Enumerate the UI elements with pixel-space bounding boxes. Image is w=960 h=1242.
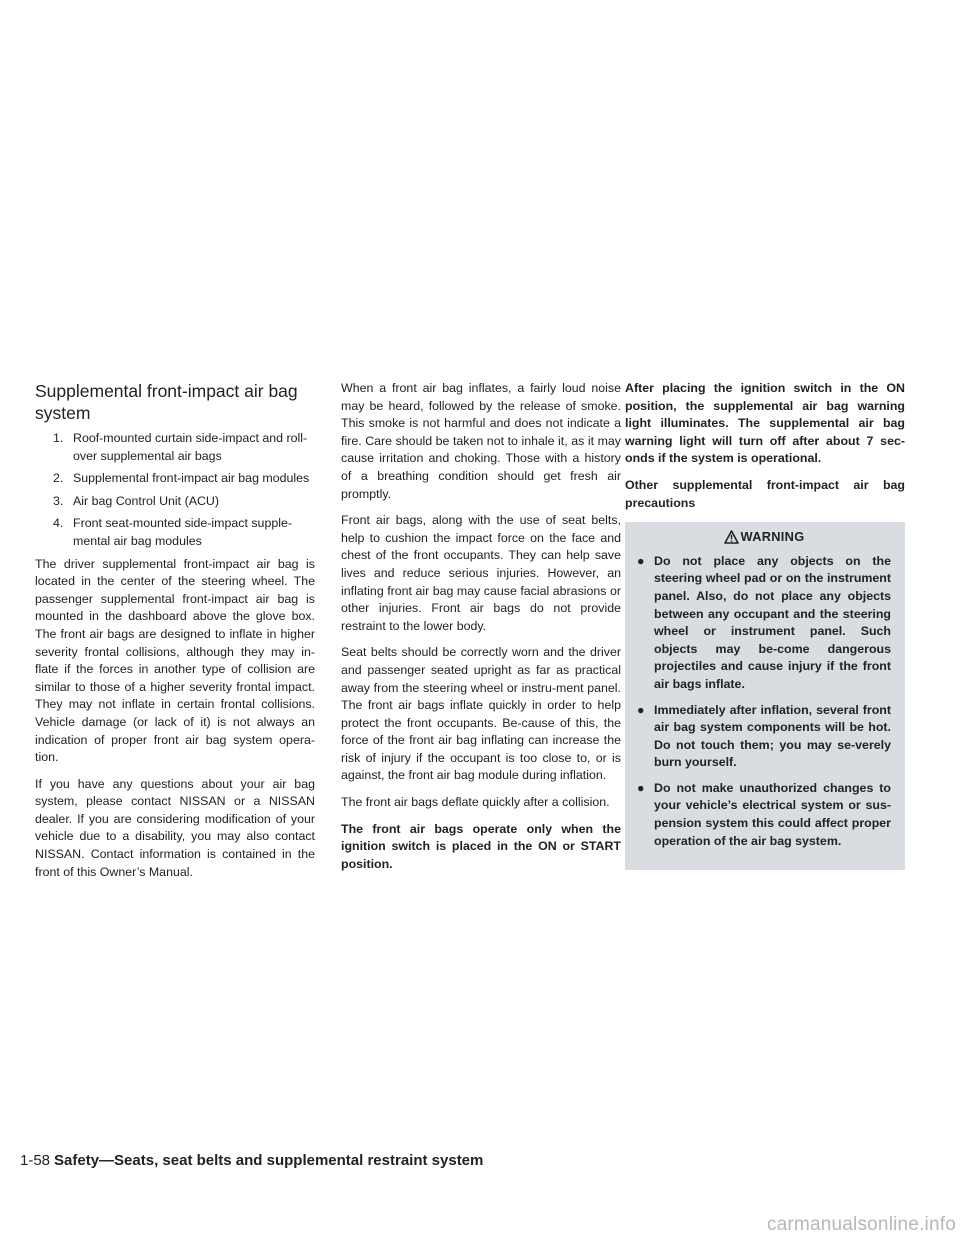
bold-paragraph: The front air bags operate only when the ignition switch is placed in the ON or START position.	[341, 821, 621, 871]
bold-paragraph: After placing the ignition switch in the ON position, the supplemental air bag warning light illuminates. The supplemental air bag warning light will turn off after about 7 sec-onds if the system is operational.	[625, 381, 905, 466]
column-3	[625, 380, 905, 870]
page-footer	[20, 1152, 483, 1169]
list-item: 2. Supplemental front-impact air bag modules	[53, 471, 310, 486]
paragraph: Front air bags, along with the use of seat belts, help to cushion the impact force on the face and chest of the front occupants. They can help save lives and reduce serious injuries. However, an inflating front air bag may cause facial abrasions or other injuries. Front air bags do not provide restraint to the lower body.	[341, 513, 621, 633]
warning-item: ● Do not place any objects on the steering wheel pad or on the instrument panel. Also, do not place any objects between any occupant and the steering wheel or instrument panel. Such objects may be-come dangerous projectiles and cause injury if the front air bags inflate.	[637, 553, 891, 691]
list-item: 4. Front seat-mounted side-impact supple-mental air bag modules	[53, 516, 293, 548]
warning-triangle-icon	[724, 530, 739, 544]
numbered-list	[35, 430, 315, 551]
watermark: carmanualsonline.info	[766, 1214, 956, 1235]
bullet-icon: ●	[637, 780, 645, 795]
column-2	[341, 380, 621, 882]
list-item: 1. Roof-mounted curtain side-impact and roll-over supplemental air bags	[53, 431, 308, 463]
warning-item: ● Immediately after inflation, several front air bag system components will be hot. Do not touch them; you may se-verely burn yourself.	[637, 702, 891, 770]
warning-item: ● Do not make unauthorized changes to your vehicle’s electrical system or sus-pension system this could affect proper operation of the air bag system.	[637, 780, 891, 848]
bullet-icon: ●	[637, 702, 645, 717]
section-heading: Supplemental front-impact air bag system	[35, 381, 298, 423]
warning-title: WARNING	[637, 528, 891, 546]
warning-box	[625, 522, 905, 870]
paragraph: Seat belts should be correctly worn and the driver and passenger seated upright as far as practical away from the steering wheel or instru-ment panel. The front air bags inflate quickly in order to help protect the front occupants. Be-cause of this, the force of the front air bag inflating can increase the risk of injury if the occupant is too close to, or is against, the front air bag module during inflation.	[341, 645, 621, 783]
list-item: 3. Air bag Control Unit (ACU)	[53, 493, 219, 508]
bullet-icon: ●	[637, 553, 645, 568]
paragraph: If you have any questions about your air bag system, please contact NISSAN or a NISSAN dealer. If you are considering modification of your vehicle due to a disability, you may also contact NISSAN. Contact information is contained in the front of this Owner’s Manual.	[35, 776, 315, 879]
paragraph: The driver supplemental front-impact air bag is located in the center of the steering wheel. The passenger supplemental front-impact air bag is mounted in the dashboard above the glove box. The front air bags are designed to inflate in higher severity frontal collisions, although they may in-flate if the forces in another type of collision are similar to those of a higher severity frontal impact. They may not inflate in certain frontal collisions. Vehicle damage (or lack of it) is not always an indication of proper front air bag system opera-tion.	[35, 556, 315, 765]
paragraph: The front air bags deflate quickly after a collision.	[341, 795, 610, 810]
subheading: Other supplemental front-impact air bag precautions	[625, 477, 905, 510]
column-1	[35, 380, 315, 890]
page-number: 1-58	[20, 1152, 51, 1169]
chapter-title: Safety—Seats, seat belts and supplemental restraint system	[54, 1152, 484, 1169]
warning-list	[637, 553, 891, 851]
paragraph: When a front air bag inflates, a fairly loud noise may be heard, followed by the release of smoke. This smoke is not harmful and does not indicate a fire. Care should be taken not to inhale it, as it may cause irritation and choking. Those with a history of a breathing condition should get fresh air promptly.	[341, 381, 621, 501]
